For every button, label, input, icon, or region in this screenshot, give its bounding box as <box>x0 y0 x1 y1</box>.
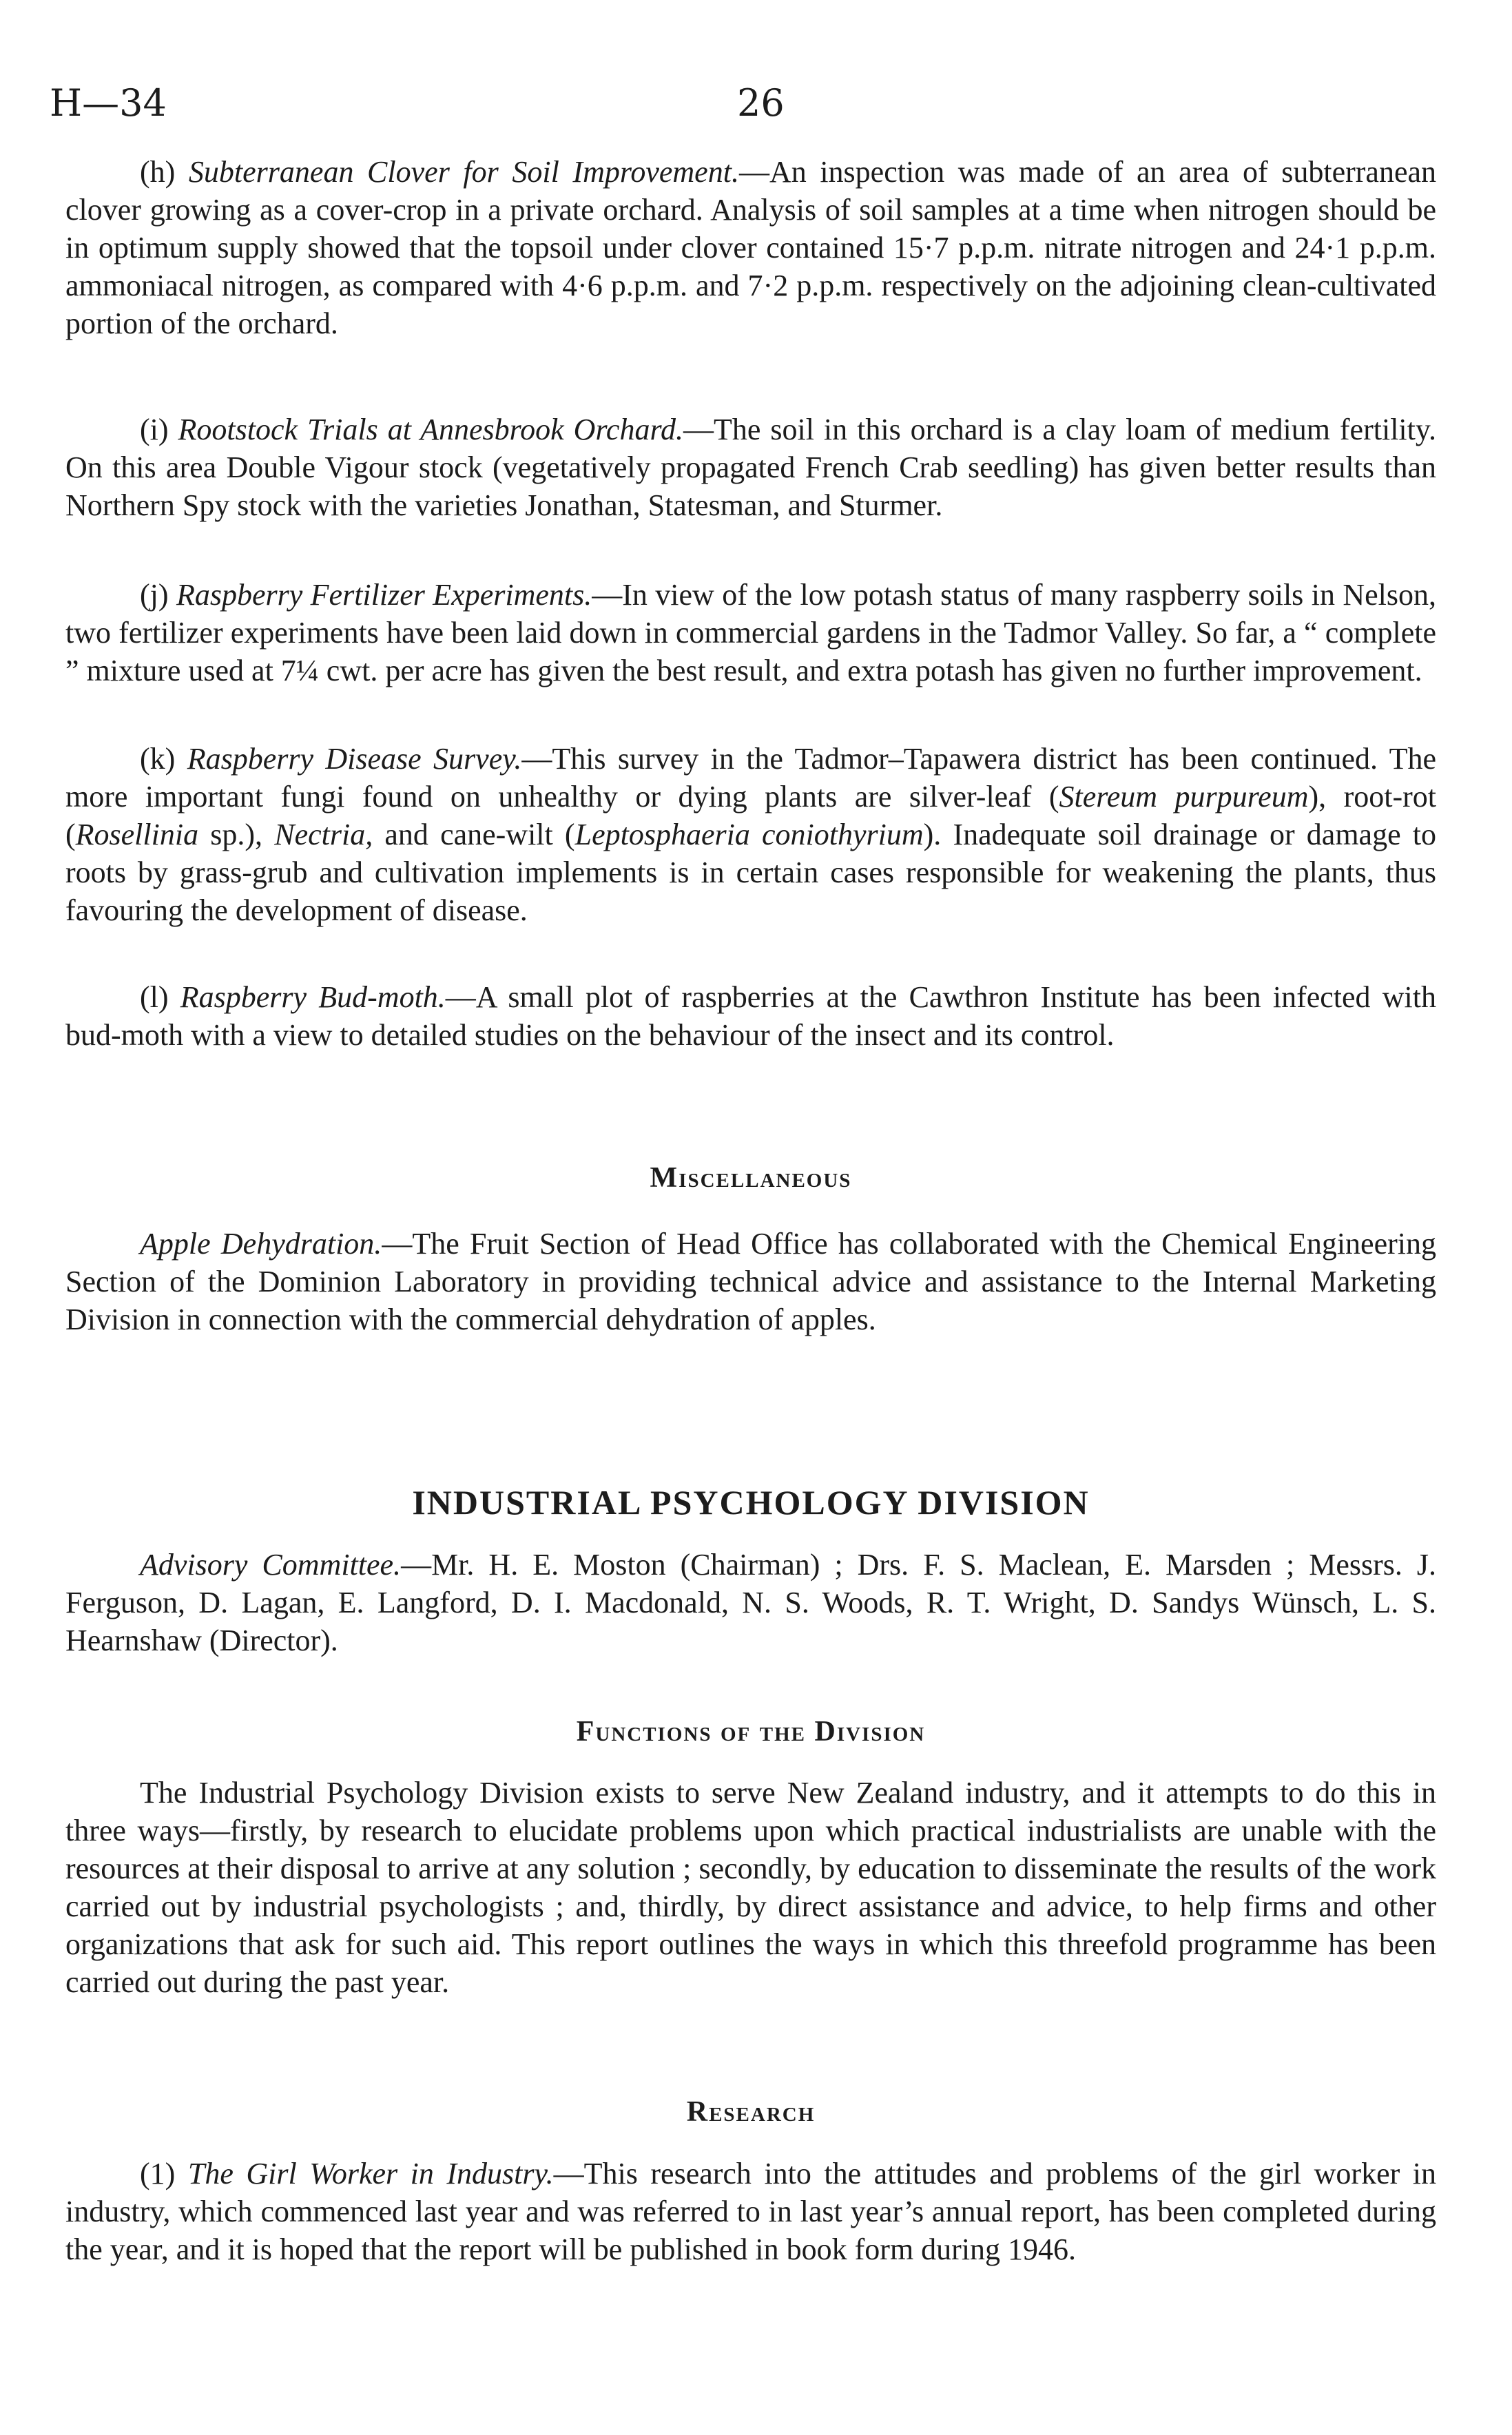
section-l-label: (l) <box>140 980 169 1014</box>
section-k-text-5: ). Inadequate soil drainage or damage to roots by grass-grub and cultivation implements is in certain cases responsible for weakening the plants, thus favouring the development of disease. <box>65 818 1437 927</box>
section-j-text-before: —In view of the low potash status of many raspberry soils in Nelson, two fertilizer experiments have been laid down in commercial gardens in the Tadmor Valley. So far, a “ complete ” mixture used at <box>65 578 1437 687</box>
research-girl-worker-section <box>65 2155 1436 2268</box>
section-j-fertilizer-experiments <box>65 576 1436 690</box>
report-code: H—34 <box>50 81 167 125</box>
species-rosellinia: Rosellinia <box>75 818 199 851</box>
species-leptosphaeria: Leptosphaeria coniothyrium <box>574 818 924 851</box>
research-heading-block <box>65 2095 1436 2128</box>
section-h-title: Subterranean Clover for Soil Improvement. <box>188 155 739 189</box>
research-text: —This research into the attitudes and problems of the girl worker in industry, which commenced last year and was referred to in last year’s annual report, has been completed during the year, and it is hoped that the report will be published in book form during 1946. <box>65 2157 1437 2266</box>
section-k-text-4: and cane-wilt ( <box>373 818 575 851</box>
research-title: The Girl Worker in Industry. <box>187 2157 554 2190</box>
division-heading: INDUSTRIAL PSYCHOLOGY DIVISION <box>412 1483 1090 1522</box>
section-j-label: (j) <box>140 578 169 612</box>
section-k-disease-survey <box>65 740 1436 929</box>
section-i-label: (i) <box>140 413 169 446</box>
section-j-title: Raspberry Fertilizer Experiments. <box>176 578 592 612</box>
apple-dehydration-section <box>65 1225 1436 1338</box>
research-label: (1) <box>140 2157 176 2190</box>
advisory-committee-section <box>65 1546 1436 1659</box>
section-j-rate: 7¼ <box>280 654 319 687</box>
section-j-text-after: cwt. per acre has given the best result, and extra potash has given no further improvement. <box>318 654 1422 687</box>
section-i-title: Rootstock Trials at Annesbrook Orchard. <box>178 413 683 446</box>
species-stereum: Stereum purpureum <box>1059 780 1309 814</box>
apple-dehydration-title: Apple Dehydration. <box>140 1227 382 1261</box>
section-l-title: Raspberry Bud-moth. <box>180 980 446 1014</box>
section-h-subterranean-clover <box>65 153 1436 342</box>
functions-section <box>65 1774 1436 2001</box>
section-k-text-2: ), root-rot ( <box>65 780 1437 851</box>
advisory-committee-text: —Mr. H. E. Moston (Chairman) ; Drs. F. S. Maclean, E. Marsden ; Messrs. J. Ferguson, D. Lagan, E. Langford, D. I. Macdonald, N. S. Woods, R. T. Wright, D. Sandys Wünsch, L. S. Hearnshaw (Director). <box>65 1548 1437 1657</box>
research-heading: Research <box>686 2096 816 2128</box>
section-k-text-1: —This survey in the Tadmor–Tapawera district has been continued. The more important fungi found on unhealthy or dying plants are silver-leaf ( <box>65 742 1436 814</box>
section-k-label: (k) <box>140 742 176 776</box>
functions-heading: Functions of the Division <box>576 1716 926 1748</box>
section-k-text-3: sp.), <box>198 818 275 851</box>
advisory-committee-title: Advisory Committee. <box>140 1548 402 1582</box>
section-l-bud-moth <box>65 978 1436 1054</box>
apple-dehydration-text: —The Fruit Section of Head Office has collaborated with the Chemical Engineering Section of the Dominion Laboratory in providing technical advice and assistance to the Internal Marketing Division in connection with the commercial dehydration of apples. <box>65 1227 1436 1336</box>
species-nectria: Nectria, <box>274 818 373 851</box>
division-heading-block <box>65 1482 1436 1522</box>
miscellaneous-heading-block <box>65 1161 1436 1194</box>
section-h-label: (h) <box>140 155 176 189</box>
section-i-rootstock-trials <box>65 411 1436 524</box>
miscellaneous-heading: Miscellaneous <box>650 1162 852 1194</box>
section-k-title: Raspberry Disease Survey. <box>187 742 522 776</box>
section-l-text: —A small plot of raspberries at the Cawthron Institute has been infected with bud-moth with a view to detailed studies on the behaviour of the insect and its control. <box>65 980 1436 1052</box>
functions-text: The Industrial Psychology Division exists to serve New Zealand industry, and it attempts to do this in three ways—firstly, by research to elucidate problems upon which practical industrialists are unable with the resources at their disposal to arrive at any solution ; secondly, by education to disseminate the results of the work carried out by industrial psychologists ; and, thirdly, by direct assistance and advice, to help firms and other organizations that ask for such aid. This report outlines the ways in which this threefold programme has been carried out during the past year. <box>65 1776 1436 1999</box>
section-i-text: —The soil in this orchard is a clay loam of medium fertility. On this area Double Vigour stock (vegetatively propagated French Crab seedling) has given better results than Northern Spy stock with the varieties Jonathan, Statesman, and Sturmer. <box>65 413 1437 522</box>
functions-heading-block <box>65 1715 1436 1748</box>
section-h-text: —An inspection was made of an area of subterranean clover growing as a cover-crop in a private orchard. Analysis of soil samples at a time when nitrogen should be in optimum supply showed that the topsoil under clover contained 15·7 p.p.m. nitrate nitrogen and 24·1 p.p.m. ammoniacal nitrogen, as compared with 4·6 p.p.m. and 7·2 p.p.m. respectively on the adjoining clean-cultivated portion of the orchard. <box>65 155 1437 340</box>
page-number: 26 <box>737 81 785 125</box>
